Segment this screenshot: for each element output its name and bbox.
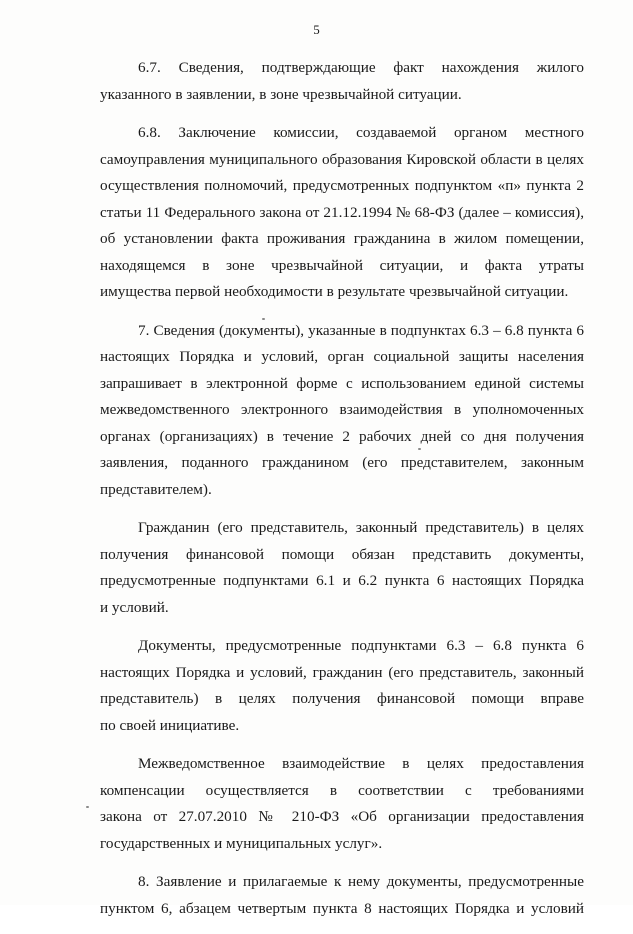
scan-speck: [418, 448, 421, 450]
scan-speck: [262, 318, 265, 320]
text-line: Гражданин (его представитель, законный представитель) в целях: [138, 519, 584, 536]
text-line: имущества первой необходимости в результате чрезвычайной ситуации.: [100, 283, 569, 300]
paragraph-optional-documents: [100, 633, 584, 739]
text-line: государственных и муниципальных услуг».: [100, 834, 383, 852]
paragraph-7: [100, 318, 584, 504]
text-line: 6.7. Сведения, подтверждающие факт нахождения жилого: [138, 59, 584, 76]
paragraph-interagency: [100, 751, 584, 857]
paragraph-8: [100, 869, 584, 922]
scan-speck: [86, 806, 89, 808]
text-line: 6.8. Заключение комиссии, создаваемой органом местного: [138, 124, 584, 141]
text-line: статьи 11 Федерального закона от 21.12.1994 № 68-ФЗ (далее – комиссия),: [100, 203, 584, 221]
text-line: представитель) в целях получения финансовой помощи вправе: [100, 690, 584, 707]
page-number: 5: [313, 22, 320, 37]
paragraph-6-8: [100, 120, 584, 306]
text-line: Межведомственное взаимодействие в целях предоставления: [138, 755, 584, 772]
text-line: Документы, предусмотренные подпунктами 6.3 – 6.8 пункта 6: [138, 637, 584, 654]
text-line: настоящих Порядка и условий, гражданин (его представитель, законный: [100, 663, 584, 681]
text-line: находящемся в зоне чрезвычайной ситуации, и факта утраты: [100, 256, 584, 274]
text-line: пунктом 6, абзацем четвертым пункта 8 настоящих Порядка и условий: [100, 899, 584, 917]
text-line: осуществления полномочий, предусмотренных подпунктом «п» пункта 2: [100, 177, 584, 194]
text-line: 8. Заявление и прилагаемые к нему документы, предусмотренные: [138, 873, 584, 890]
text-line: получения финансовой помощи обязан представить документы,: [100, 545, 584, 563]
text-line: заявления, поданного гражданином (его представителем, законным: [100, 454, 584, 471]
text-line: самоуправления муниципального образования Кировской области в целях: [100, 150, 584, 168]
text-line: представителем).: [100, 480, 212, 498]
text-line: межведомственного электронного взаимодействия в уполномоченных: [100, 401, 584, 418]
paragraph-6-7: [100, 55, 584, 108]
text-line: 7. Сведения (документы), указанные в подпунктах 6.3 – 6.8 пункта 6: [138, 321, 584, 339]
paragraph-citizen-obligation: [100, 515, 584, 621]
text-line: компенсации осуществляется в соответствии с требованиями: [100, 781, 584, 799]
text-line: указанного в заявлении, в зоне чрезвычайной ситуации.: [100, 85, 462, 103]
document-body: [100, 55, 584, 934]
text-line: по своей инициативе.: [100, 716, 240, 734]
text-line: закона от 27.07.2010 № 210-ФЗ «Об организации предоставления: [100, 808, 584, 825]
text-line: и условий.: [100, 598, 169, 616]
text-line: предусмотренные подпунктами 6.1 и 6.2 пункта 6 настоящих Порядка: [100, 572, 584, 589]
text-line: настоящих Порядка и условий, орган социальной защиты населения: [100, 348, 584, 365]
text-line: запрашивает в электронной форме с использованием единой системы: [100, 374, 584, 392]
text-line: об установлении факта проживания гражданина в жилом помещении,: [100, 230, 584, 247]
text-line: органах (организациях) в течение 2 рабочих дней со дня получения: [100, 427, 584, 445]
